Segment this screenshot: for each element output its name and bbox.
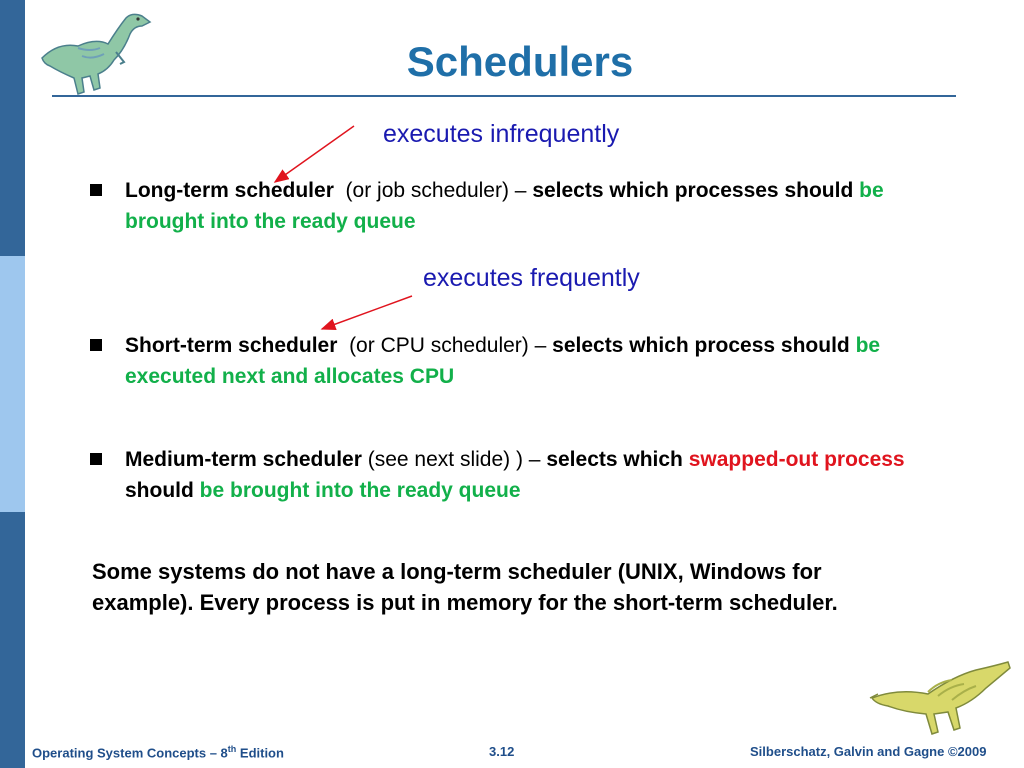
highlight-long-term: be brought into the ready queue [125, 179, 884, 233]
dinosaur-footer-icon [868, 658, 1014, 738]
footer-copyright: Silberschatz, Galvin and Gagne ©2009 [750, 744, 987, 759]
annotation-frequent: executes frequently [423, 264, 640, 292]
slide-title: Schedulers [406, 38, 634, 85]
desc-medium-term-should: should [125, 479, 194, 502]
bullet-square-icon [90, 184, 102, 196]
desc-medium-term: selects which [546, 448, 683, 471]
paren-long-term: (or job scheduler) – [345, 179, 527, 202]
summary-note: Some systems do not have a long-term scheduler (UNIX, Windows for example). Every process is put in memory for the short-term scheduler. [92, 559, 838, 615]
highlight-short-term: be executed next and allocates CPU [125, 334, 881, 388]
term-medium-term: Medium-term scheduler [125, 448, 362, 471]
arrow-icon [322, 296, 412, 329]
bullet-square-icon [90, 339, 102, 351]
paren-short-term: (or CPU scheduler) – [349, 334, 547, 357]
bullet-square-icon [90, 453, 102, 465]
annotation-infrequent: executes infrequently [383, 120, 620, 148]
footer-page-number: 3.12 [489, 744, 515, 759]
highlight-swapped-out: swapped-out process [688, 448, 905, 471]
desc-short-term: selects which process should [552, 334, 850, 357]
desc-long-term: selects which processes should [532, 179, 854, 202]
highlight-medium-term: be brought into the ready queue [199, 479, 521, 502]
term-short-term: Short-term scheduler [125, 334, 338, 357]
paren-medium-term: (see next slide) ) – [367, 448, 541, 471]
term-long-term: Long-term scheduler [125, 179, 334, 202]
arrow-icon [275, 126, 354, 182]
footer-book-title: Operating System Concepts – 8th Edition [32, 744, 284, 761]
